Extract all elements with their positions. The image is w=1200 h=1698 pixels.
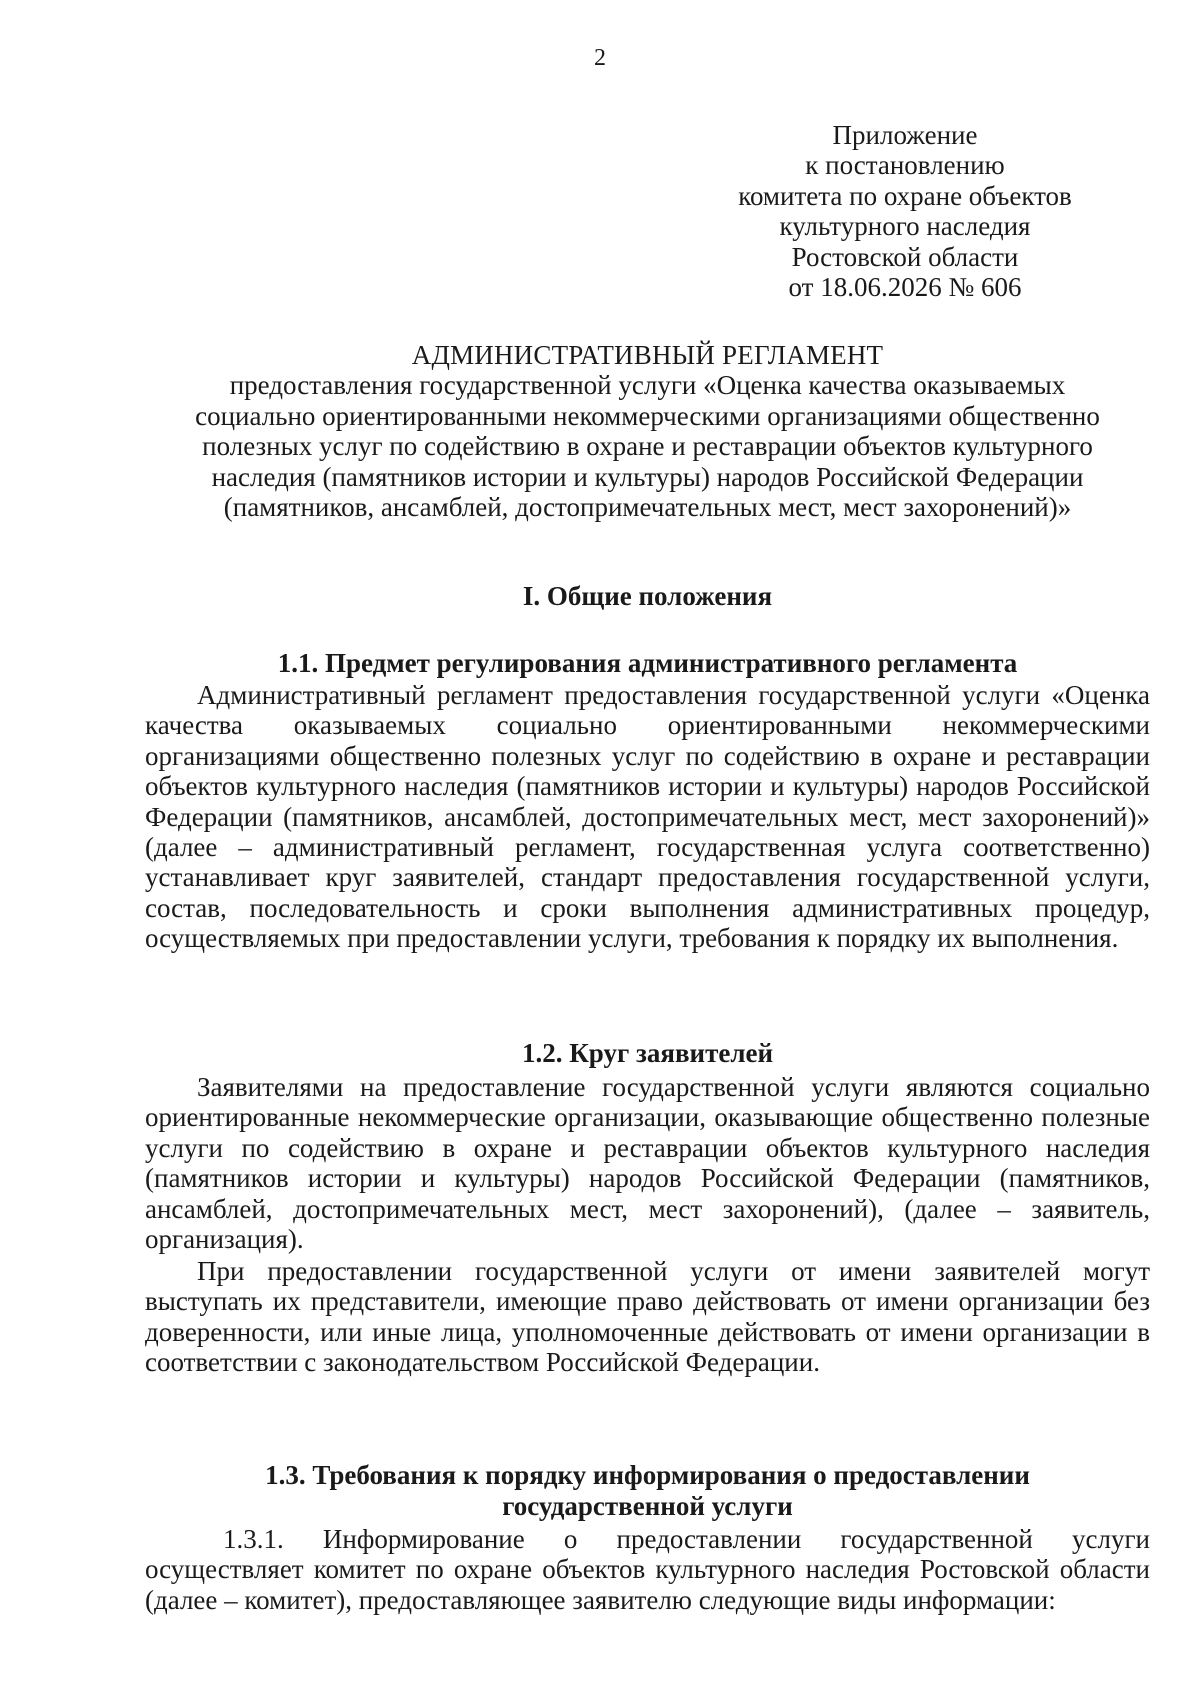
subtitle-line: наследия (памятников истории и культуры) народов Российской Федерации [211,461,1084,492]
approval-line: Ростовской области [791,241,1019,272]
section-1-1-heading: 1.1. Предмет регулирования административного регламента [277,648,1018,678]
subtitle-line: полезных услуг по содействию в охране и реставрации объектов культурного [202,431,1093,462]
approval-line: к постановлению [805,150,1005,181]
subtitle-line: предоставления государственной услуги «Оценка качества оказываемых [229,370,1066,401]
section-1-3-heading-line-2: государственной услуги [502,1491,793,1521]
document-kind: АДМИНИСТРАТИВНЫЙ РЕГЛАМЕНТ [411,340,884,370]
section-1-3-1-paragraph: 1.3.1. Информирование о предоставлении государственной услуги осуществляет комитет по охране объектов культурного наследия Ростовской области (далее – комитет), предоставляющее заявителю следующие виды информации: [145,1524,1150,1615]
subtitle-line: (памятников, ансамблей, достопримечательных мест, мест захоронений)» [223,492,1072,523]
approval-line: Приложение [832,120,978,150]
section-1-3-heading-line-1: 1.3. Требования к порядку информирования о предоставлении [265,1460,1030,1490]
section-1-1-paragraph: Административный регламент предоставления государственной услуги «Оценка качества оказываемых социально ориентированными некоммерческими организациями общественно полезных услуг по содействию в охране и реставрации объектов культурного наследия (памятников истории и культуры) народов Российской Федерации (памятников, ансамблей, достопримечательных мест, мест захоронений)» (далее – административный регламент, государственная услуга соответственно) устанавливает круг заявителей, стандарт предоставления государственной услуги, состав, последовательность и сроки выполнения административных процедур, осуществляемых при предоставлении услуги, требования к порядку их выполнения. [145,680,1150,954]
section-1-heading: I. Общие положения [522,581,773,611]
approval-line: культурного наследия [779,211,1031,242]
section-1-2-heading: 1.2. Круг заявителей [521,1038,774,1068]
page-number: 2 [594,45,606,71]
approval-line: комитета по охране объектов [738,180,1072,211]
document-title [145,340,1150,522]
approval-line: от 18.06.2026 № 606 [788,272,1022,303]
section-1-2-paragraph-1: Заявителями на предоставление государственной услуги являются социально ориентированные некоммерческие организации, оказывающие общественно полезные услуги по содействию в охране и реставрации объектов культурного наследия (памятников истории и культуры) народов Российской Федерации (памятников, ансамблей, достопримечательных мест, мест захоронений), (далее – заявитель, организация). [145,1072,1150,1255]
approval-block [700,120,1110,302]
document-subtitle [145,370,1150,522]
section-1-2-paragraph-2: При предоставлении государственной услуги от имени заявителей могут выступать их представители, имеющие право действовать от имени организации без доверенности, или иные лица, уполномоченные действовать от имени организации в соответствии с законодательством Российской Федерации. [145,1256,1150,1378]
subtitle-line: социально ориентированными некоммерческими организациями общественно [195,400,1100,431]
